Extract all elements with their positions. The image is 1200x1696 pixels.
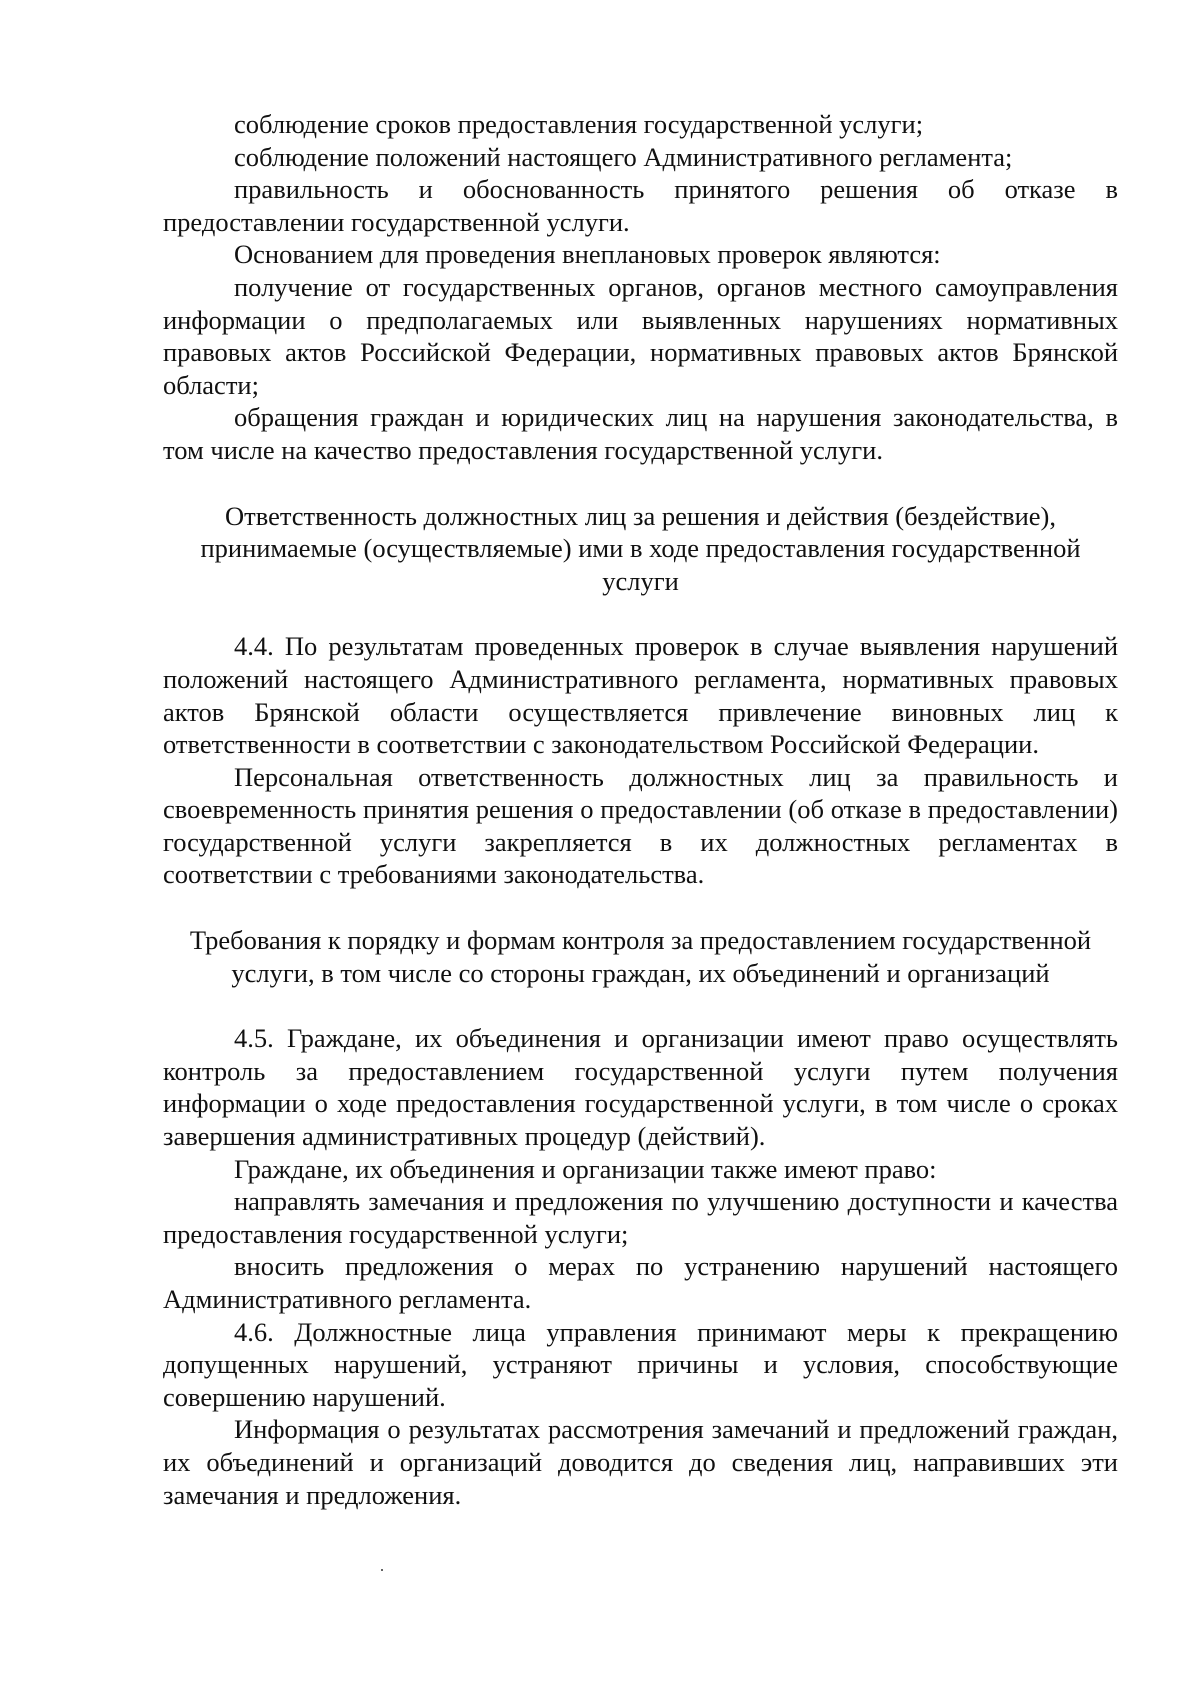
paragraph-refusal-validity: правильность и обоснованность принятого решения об отказе в предоставлении государственной услуги. (163, 174, 1118, 237)
paragraph-regulation-compliance: соблюдение положений настоящего Административного регламента; (234, 141, 1013, 172)
paragraph-deadline-compliance: соблюдение сроков предоставления государственной услуги; (234, 109, 924, 139)
paragraph-submit-proposals: вносить предложения о мерах по устранению нарушений настоящего Административного регламента. (163, 1251, 1118, 1314)
paragraph-4-5: 4.5. Граждане, их объединения и организации имеют право осуществлять контроль за предоставлением государственной услуги путем получения информации о ходе предоставления государственной услуги, в том числе о сроках завершения административных процедур (действий). (163, 1023, 1118, 1152)
paragraph-citizens-rights: Граждане, их объединения и организации также имеют право: (234, 1153, 937, 1184)
paragraph-send-remarks: направлять замечания и предложения по улучшению доступности и качества предоставления государственной услуги; (163, 1186, 1118, 1249)
paragraph-4-6: 4.6. Должностные лица управления принимают меры к прекращению допущенных нарушений, устраняют причины и условия, способствующие совершению нарушений. (163, 1316, 1118, 1412)
paragraph-citizen-appeals: обращения граждан и юридических лиц на нарушения законодательства, в том числе на качество предоставления государственной услуги. (163, 402, 1118, 465)
scan-speck (381, 1569, 383, 1571)
paragraph-4-4: 4.4. По результатам проведенных проверок в случае выявления нарушений положений настоящего Административного регламента, нормативных правовых актов Брянской области осуществляется привлечение виновных лиц к ответственности в соответствии с законодательством Российской Федерации. (163, 631, 1118, 760)
section-heading-responsibility: Ответственность должностных лиц за решения и действия (бездействие), принимаемые (осуществляемые) ими в ходе предоставления государственной услуги (200, 500, 1081, 596)
paragraph-information-received: получение от государственных органов, органов местного самоуправления информации о предполагаемых или выявленных нарушениях нормативных правовых актов Российской Федерации, нормативных правовых актов Брянской области; (163, 271, 1118, 400)
paragraph-unscheduled-grounds: Основанием для проведения внеплановых проверок являются: (234, 239, 941, 270)
paragraph-personal-responsibility: Персональная ответственность должностных лиц за правильность и своевременность принятия решения о предоставлении (об отказе в предоставлении) государственной услуги закрепляется в их должностных регламентах в соответствии с требованиями законодательства. (163, 761, 1118, 890)
paragraph-results-information: Информация о результатах рассмотрения замечаний и предложений граждан, их объединений и организаций доводится до сведения лиц, направивших эти замечания и предложения. (163, 1414, 1118, 1510)
document-page (163, 108, 1118, 1511)
section-heading-control: Требования к порядку и формам контроля за предоставлением государственной услуги, в том числе со стороны граждан, их объединений и организаций (189, 925, 1092, 988)
